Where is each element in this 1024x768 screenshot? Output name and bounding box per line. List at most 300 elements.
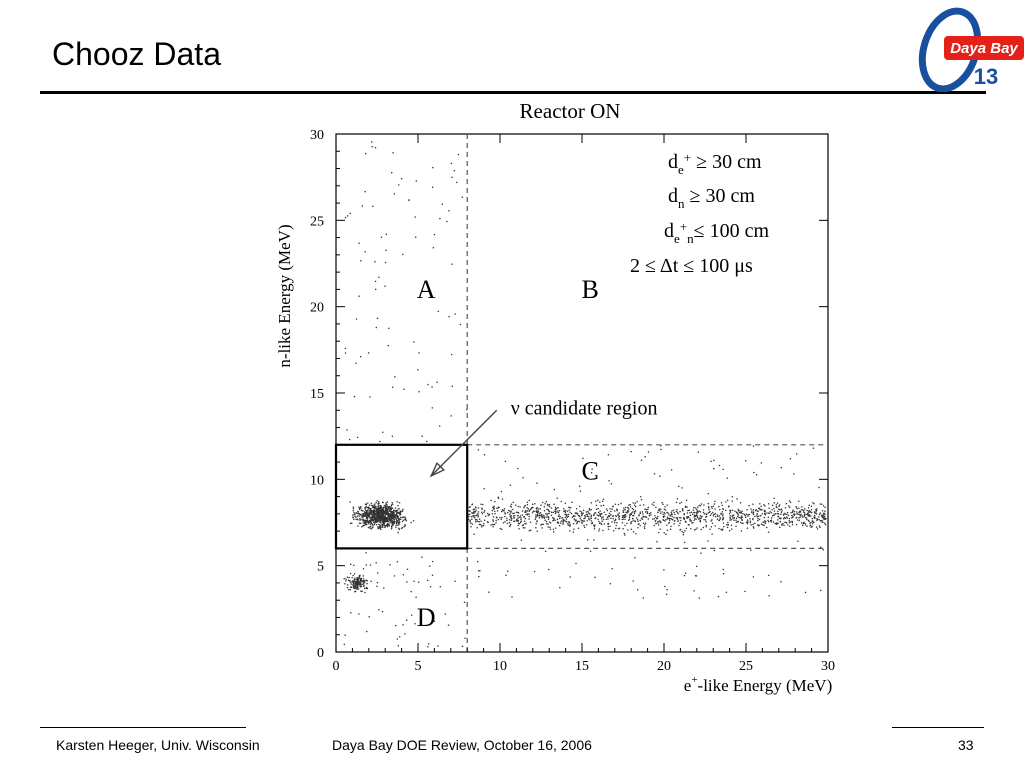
data-point [776, 506, 778, 508]
data-point [567, 510, 569, 512]
data-point [597, 514, 599, 516]
data-point [349, 213, 351, 215]
data-point [685, 572, 687, 574]
data-point [360, 583, 362, 585]
data-point [664, 506, 666, 508]
data-point [469, 521, 471, 523]
data-point [377, 514, 379, 516]
data-point [517, 517, 519, 519]
data-point [398, 527, 400, 529]
data-point [804, 508, 806, 510]
data-point [366, 524, 368, 526]
data-point [655, 517, 657, 519]
data-point [728, 506, 730, 508]
data-point [678, 525, 680, 527]
data-point [344, 644, 346, 646]
data-point [642, 516, 644, 518]
data-point [361, 510, 363, 512]
data-point [563, 519, 565, 521]
data-point [536, 508, 538, 510]
data-point [529, 530, 531, 532]
data-point [745, 460, 747, 462]
data-point [630, 523, 632, 525]
data-point [768, 516, 770, 518]
data-point [718, 506, 720, 508]
data-point [368, 527, 370, 529]
slide-title: Chooz Data [52, 36, 221, 72]
cut-legend [630, 150, 769, 277]
data-point [360, 514, 362, 516]
data-point [370, 564, 372, 566]
data-point [525, 505, 527, 507]
data-point [427, 646, 429, 648]
data-point [387, 506, 389, 508]
data-point [359, 519, 361, 521]
data-point [720, 513, 722, 515]
data-point [361, 581, 363, 583]
data-point [731, 500, 733, 502]
data-point [436, 381, 438, 383]
data-point [791, 517, 793, 519]
data-point [737, 516, 739, 518]
data-point [504, 508, 506, 510]
data-point [777, 519, 779, 521]
data-point [665, 509, 667, 511]
data-point [553, 517, 555, 519]
data-point [579, 517, 581, 519]
data-point [439, 425, 441, 427]
data-point [634, 511, 636, 513]
data-point [800, 511, 802, 513]
data-point [454, 580, 456, 582]
data-point [820, 503, 822, 505]
data-point [723, 573, 725, 575]
data-point [663, 532, 665, 534]
data-point [673, 523, 675, 525]
data-point [680, 529, 682, 531]
data-point [758, 507, 760, 509]
data-point [384, 505, 386, 507]
data-point [681, 531, 683, 533]
data-point [382, 525, 384, 527]
data-point [711, 513, 713, 515]
data-point [799, 514, 801, 516]
data-point [790, 458, 792, 460]
data-point [579, 516, 581, 518]
data-point [611, 568, 613, 570]
data-point [793, 473, 795, 475]
data-point [572, 517, 574, 519]
data-point [553, 512, 555, 514]
data-point [462, 646, 464, 648]
data-point [624, 509, 626, 511]
data-point [480, 520, 482, 522]
data-point [374, 518, 376, 520]
data-point [772, 515, 774, 517]
data-point [639, 513, 641, 515]
data-point [477, 520, 479, 522]
data-point [550, 529, 552, 531]
data-point [354, 583, 356, 585]
data-point [375, 281, 377, 283]
data-point [431, 386, 433, 388]
data-point [781, 508, 783, 510]
data-point [346, 429, 348, 431]
data-point [779, 517, 781, 519]
data-point [387, 501, 389, 503]
data-point [784, 517, 786, 519]
data-point [385, 262, 387, 264]
data-point [498, 519, 500, 521]
data-point [555, 513, 557, 515]
data-point [353, 517, 355, 519]
data-point [363, 516, 365, 518]
data-point [736, 498, 738, 500]
data-point [364, 251, 366, 253]
data-point [661, 502, 663, 504]
data-point [598, 512, 600, 514]
data-point [370, 581, 372, 583]
data-point [539, 508, 541, 510]
data-point [408, 199, 410, 201]
data-point [764, 520, 766, 522]
data-point [667, 529, 669, 531]
data-point [374, 261, 376, 263]
data-point [510, 510, 512, 512]
data-point [364, 508, 366, 510]
data-point [731, 525, 733, 527]
data-point [544, 503, 546, 505]
data-point [766, 527, 768, 529]
data-point [513, 517, 515, 519]
data-point [634, 557, 636, 559]
data-point [547, 526, 549, 528]
data-point [549, 506, 551, 508]
data-point [477, 513, 479, 515]
plot-frame [336, 134, 828, 652]
data-point [360, 523, 362, 525]
data-point [696, 566, 698, 568]
data-point [580, 490, 582, 492]
data-point [754, 522, 756, 524]
data-point [813, 447, 815, 449]
data-point [555, 527, 557, 529]
data-point [529, 500, 531, 502]
data-point [628, 504, 630, 506]
data-point [396, 513, 398, 515]
x-tick-label: 0 [332, 659, 340, 674]
data-point [654, 473, 656, 475]
annotation-text: ν candidate region [510, 397, 658, 420]
data-point [349, 580, 351, 582]
data-point [722, 511, 724, 513]
data-point [610, 583, 612, 585]
data-point [477, 561, 479, 563]
data-point [711, 507, 713, 509]
data-point [511, 518, 513, 520]
data-point [566, 521, 568, 523]
data-point [662, 519, 664, 521]
data-point [363, 585, 365, 587]
data-point [796, 517, 798, 519]
data-point [783, 525, 785, 527]
data-point [611, 509, 613, 511]
data-point [519, 523, 521, 525]
data-point [349, 439, 351, 441]
data-point [358, 582, 360, 584]
data-point [495, 520, 497, 522]
data-point [777, 513, 779, 515]
data-point [669, 519, 671, 521]
data-point [750, 549, 752, 551]
data-point [492, 510, 494, 512]
data-point [541, 527, 543, 529]
data-point [726, 524, 728, 526]
data-point [402, 521, 404, 523]
data-point [502, 510, 504, 512]
y-tick-label: 15 [310, 387, 324, 402]
data-point [371, 503, 373, 505]
data-point [632, 515, 634, 517]
data-point [713, 468, 715, 470]
data-point [549, 526, 551, 528]
data-point [473, 512, 475, 514]
data-point [622, 510, 624, 512]
data-point [778, 513, 780, 515]
data-point [649, 513, 651, 515]
data-point [366, 583, 368, 585]
data-point [553, 529, 555, 531]
data-point [732, 510, 734, 512]
data-point [392, 386, 394, 388]
data-point [692, 514, 694, 516]
data-point [742, 523, 744, 525]
data-point [565, 510, 567, 512]
data-point [680, 520, 682, 522]
data-point [788, 505, 790, 507]
data-point [771, 517, 773, 519]
data-point [569, 511, 571, 513]
data-point [719, 465, 721, 467]
data-point [602, 516, 604, 518]
data-point [405, 518, 407, 520]
data-point [787, 512, 789, 514]
data-point [519, 506, 521, 508]
data-point [377, 582, 379, 584]
data-point [687, 510, 689, 512]
data-point [377, 317, 379, 319]
data-point [628, 511, 630, 513]
data-point [391, 521, 393, 523]
data-point [428, 643, 430, 645]
data-point [647, 508, 649, 510]
data-point [493, 516, 495, 518]
data-point [360, 506, 362, 508]
data-point [600, 505, 602, 507]
data-point [721, 505, 723, 507]
data-point [429, 565, 431, 567]
data-point [801, 506, 803, 508]
data-point [744, 591, 746, 593]
data-point [542, 524, 544, 526]
data-point [622, 528, 624, 530]
data-point [569, 522, 571, 524]
data-point [777, 522, 779, 524]
y-tick-label: 25 [310, 214, 324, 230]
data-point [492, 526, 494, 528]
data-point [709, 529, 711, 531]
data-point [664, 513, 666, 515]
y-tick-label: 5 [317, 559, 324, 575]
data-point [354, 396, 356, 398]
data-point [364, 523, 366, 525]
data-point [693, 590, 695, 592]
data-point [628, 507, 630, 509]
data-point [359, 584, 361, 586]
data-point [505, 461, 507, 463]
data-point [366, 511, 368, 513]
data-point [559, 518, 561, 520]
data-point [565, 517, 567, 519]
data-point [648, 507, 650, 509]
data-point [711, 506, 713, 508]
data-point [711, 526, 713, 528]
data-point [694, 512, 696, 514]
data-point [705, 521, 707, 523]
data-point [353, 582, 355, 584]
data-point [789, 500, 791, 502]
data-point [391, 525, 393, 527]
data-point [713, 506, 715, 508]
data-point [524, 527, 526, 529]
data-point [806, 525, 808, 527]
data-point [774, 510, 776, 512]
data-point [695, 507, 697, 509]
data-point [375, 562, 377, 564]
data-point [685, 521, 687, 523]
data-point [666, 589, 668, 591]
data-point [386, 233, 388, 235]
data-point [479, 518, 481, 520]
data-point [718, 596, 720, 598]
data-point [513, 501, 515, 503]
data-point [803, 523, 805, 525]
data-point [526, 507, 528, 509]
data-point [615, 528, 617, 530]
data-point [532, 504, 534, 506]
data-point [703, 519, 705, 521]
data-point [418, 352, 420, 354]
data-point [452, 386, 454, 388]
data-point [670, 528, 672, 530]
data-point [480, 503, 482, 505]
data-point [705, 519, 707, 521]
data-point [648, 518, 650, 520]
x-tick-label: 20 [657, 659, 671, 674]
data-point [361, 517, 363, 519]
data-point [483, 523, 485, 525]
data-point [379, 516, 381, 518]
data-point [666, 512, 668, 514]
data-point [671, 510, 673, 512]
y-tick-label: 10 [310, 473, 324, 489]
data-point [594, 518, 596, 520]
data-point [376, 500, 378, 502]
data-point [676, 511, 678, 513]
data-point [520, 522, 522, 524]
data-point [396, 519, 398, 521]
data-point [472, 503, 474, 505]
data-point [458, 154, 460, 156]
data-point [732, 496, 734, 498]
data-point [635, 502, 637, 504]
data-point [558, 512, 560, 514]
data-point [800, 514, 802, 516]
data-point [451, 354, 453, 356]
data-point [633, 531, 635, 533]
data-point [475, 507, 477, 509]
data-point [367, 507, 369, 509]
data-point [816, 520, 818, 522]
data-point [548, 569, 550, 571]
data-point [756, 514, 758, 516]
data-point [525, 514, 527, 516]
data-point [536, 530, 538, 532]
data-point [681, 487, 683, 489]
data-point [527, 510, 529, 512]
data-point [475, 519, 477, 521]
data-point [759, 503, 761, 505]
data-point [703, 512, 705, 514]
data-point [757, 511, 759, 513]
data-point [683, 532, 685, 534]
data-point [515, 504, 517, 506]
data-point [378, 276, 380, 278]
data-point [658, 532, 660, 534]
data-point [652, 503, 654, 505]
data-point [776, 504, 778, 506]
data-point [620, 503, 622, 505]
x-axis-label: e+-like Energy (MeV) [683, 674, 833, 695]
data-point [375, 513, 377, 515]
data-point [796, 506, 798, 508]
data-point [510, 515, 512, 517]
data-point [778, 508, 780, 510]
data-point [527, 502, 529, 504]
data-point [741, 511, 743, 513]
data-point [482, 504, 484, 506]
data-point [671, 516, 673, 518]
data-point [823, 505, 825, 507]
data-point [723, 518, 725, 520]
data-point [523, 507, 525, 509]
data-point [385, 507, 387, 509]
data-point [642, 511, 644, 513]
data-point [460, 324, 462, 326]
data-point [686, 516, 688, 518]
data-point [558, 514, 560, 516]
data-point [345, 217, 347, 219]
data-point [354, 515, 356, 517]
data-point [723, 526, 725, 528]
data-point [723, 522, 725, 524]
data-point [350, 573, 352, 575]
data-point [557, 507, 559, 509]
data-point [706, 525, 708, 527]
data-point [681, 502, 683, 504]
data-point [736, 522, 738, 524]
data-point [679, 511, 681, 512]
